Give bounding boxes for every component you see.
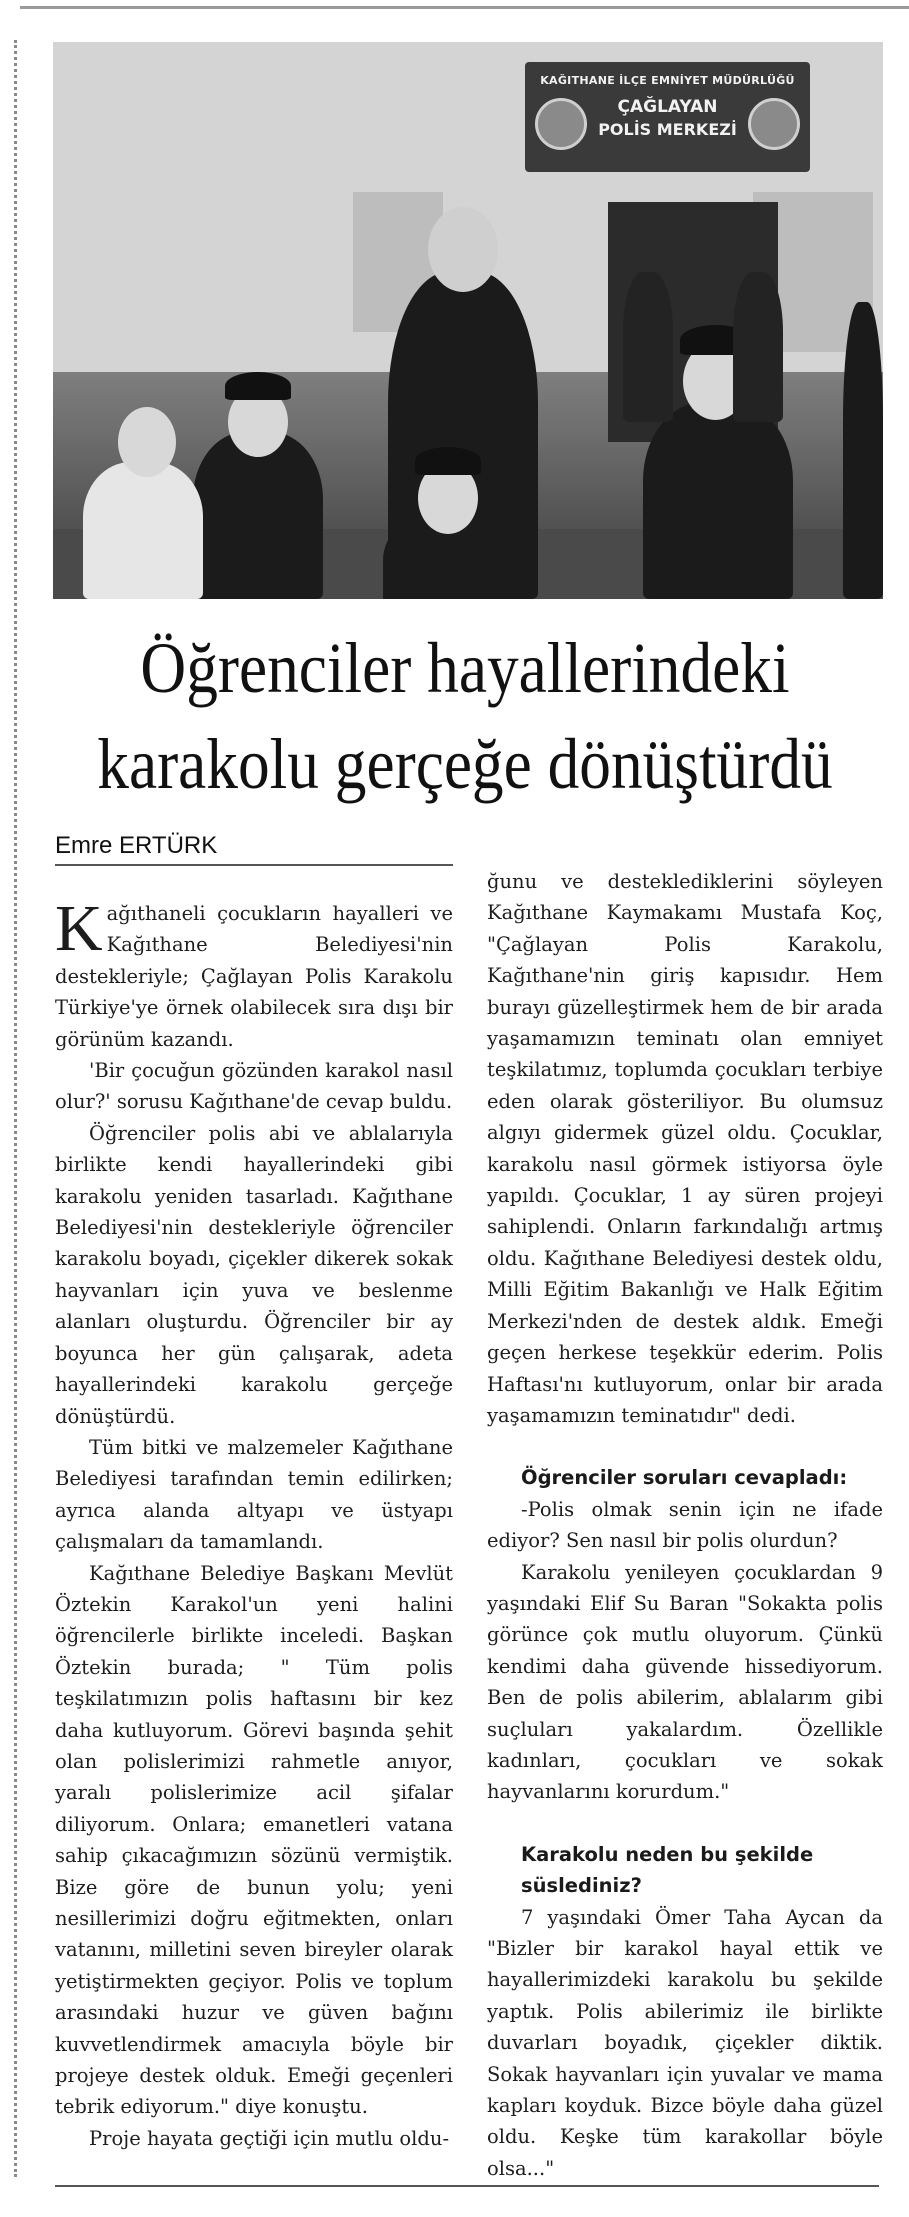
headline	[91, 620, 839, 812]
child-figure	[83, 462, 203, 599]
paragraph: 7 yaşındaki Ömer Taha Aycan da "Bizler bir karakol hayal ettik ve hayallerimizdeki karakolu bu şekilde yaptık. Polis abilerimiz ile birlikte duvarları boyadık, çiçekler diktik. Sokak hayvanları için yuvalar ve mama kapları koyduk. Bizce böyle daha güzel oldu. Keşke tüm karakollar böyle olsa..."	[487, 1905, 883, 2180]
spacer	[487, 1808, 883, 1839]
paragraph: Kağıthane Belediye Başkanı Mevlüt Öztekin Karakol'un yeni halini öğrencilerle birlikte inceledi. Başkan Öztekin burada; " Tüm polis teşkilatımızın polis haftasını bir kez daha kutluyorum. Görevi başında şehit olan polislerimizi rahmetle anıyor, yaralı polislerimize acil şifalar diliyorum. Onlara; emanetleri vatana sahip çıkacağımızın sözünü vermiştik. Bize göre de bunun yolu; yeni nesillerimizi doğru eğitmekten, onları vatanını, milletini seven bireyler olarak yetiştirmekten geçiyor. Polis ve toplum arasındaki huzur ve güven bağını kuvvetlendirmek amacıyla böyle bir projeye destek olduk. Emeği geçenleri tebrik ediyorum." diye konuştu.	[55, 1561, 453, 2119]
byline-rule	[55, 864, 453, 866]
sign-title: ÇAĞLAYAN	[617, 97, 718, 117]
paragraph: 'Bir çocuğun gözünden karakol nasıl olur?' sorusu Kağıthane'de cevap buldu.	[55, 1059, 453, 1114]
paragraph: Kağıthaneli çocukların hayalleri ve Kağıthane Belediyesi'nin destekleriyle; Çağlayan Polis Karakolu Türkiye'ye örnek olabilecek sıra dışı bir görünüm kazandı.	[55, 892, 453, 1051]
subheading-why: Karakolu neden bu şekilde süslediniz?	[521, 1842, 814, 1898]
police-station-sign	[525, 62, 810, 172]
emblem-icon	[535, 98, 587, 150]
sign-subtitle: KAĞITHANE İLÇE EMNİYET MÜDÜRLÜĞÜ	[540, 74, 795, 87]
child-head	[118, 407, 176, 477]
headline-line-1: Öğrenciler hayallerindeki	[140, 628, 790, 708]
paragraph: -Polis olmak senin için ne ifade ediyor? Sen nasıl bir polis olurdun?	[487, 1497, 883, 1553]
officer-figure	[623, 272, 673, 422]
byline: Emre ERTÜRK	[55, 832, 218, 859]
top-rule	[20, 6, 909, 9]
officer-figure	[733, 272, 783, 422]
headline-line-2: karakolu gerçeğe dönüştürdü	[97, 724, 833, 804]
child-figure	[193, 432, 323, 599]
drop-cap: K	[55, 892, 103, 965]
subheading-questions: Öğrenciler soruları cevapladı:	[521, 1466, 848, 1490]
article-column-1	[55, 892, 453, 2154]
article-column-2	[487, 866, 883, 2184]
column-divider-dotted	[14, 40, 17, 2177]
paragraph: Tüm bitki ve malzemeler Kağıthane Belediyesi tarafından temin edilirken; ayrıca alanda altyapı ve üstyapı çalışmaları da tamamlandı.	[55, 1435, 453, 1554]
paragraph: Öğrenciler polis abi ve ablalarıyla birlikte kendi hayallerindeki gibi karakolu yeniden tasarladı. Kağıthane Belediyesi'nin destekleriyle öğrenciler karakolu boyadı, çiçekler dikerek sokak hayvanları için yuva ve beslenme alanları oluşturdu. Öğrenciler bir ay boyunca her gün çalışarak, adeta hayallerindeki karakolu gerçeğe dönüştürdü.	[55, 1121, 453, 1428]
emblem-icon	[748, 98, 800, 150]
sign-title-2: POLİS MERKEZİ	[598, 120, 737, 139]
spacer	[487, 1431, 883, 1462]
paragraph: ğunu ve desteklediklerini söyleyen Kağıthane Kaymakamı Mustafa Koç, "Çağlayan Polis Karakolu, Kağıthane'nin giriş kapısıdır. Hem burayı güzelleştirmek hem de bir arada yaşamamızın teminatı olan emniyet teşkilatımız, toplumda çocukları terbiye eden olarak gösteriliyor. Bu olumsuz algıyı gidermek güzel oldu. Çocuklar, karakolu nasıl görmek istiyorsa öyle yapıldı. Çocuklar, 1 ay süren projeyi sahiplendi. Onların farkındalığı artmış oldu. Kağıthane Belediyesi destek oldu, Milli Eğitim Bakanlığı ve Halk Eğitim Merkezi'nden de destek aldık. Emeği geçen herkese teşekkür ederim. Polis Haftası'nı kutluyorum, onlar bir arada yaşamamızın teminatıdır" dedi.	[487, 870, 883, 1427]
bottom-rule	[55, 2185, 879, 2187]
paragraph: Karakolu yenileyen çocuklardan 9 yaşındaki Elif Su Baran "Sokakta polis görünce çok mutlu oluyorum. Çünkü kendimi daha güvende hissediyorum. Ben de polis abilerim, ablalarım gibi suçluları yakalardım. Özellikle kadınları, çocukları ve sokak hayvanlarını korurdum."	[487, 1560, 883, 1804]
mayor-head	[428, 207, 498, 292]
paragraph: Proje hayata geçtiği için mutlu oldu-	[89, 2126, 450, 2150]
police-cap	[415, 447, 481, 475]
police-cap	[225, 372, 291, 400]
article-photo	[53, 42, 883, 599]
officer-figure	[843, 302, 883, 599]
child-figure	[643, 402, 793, 599]
